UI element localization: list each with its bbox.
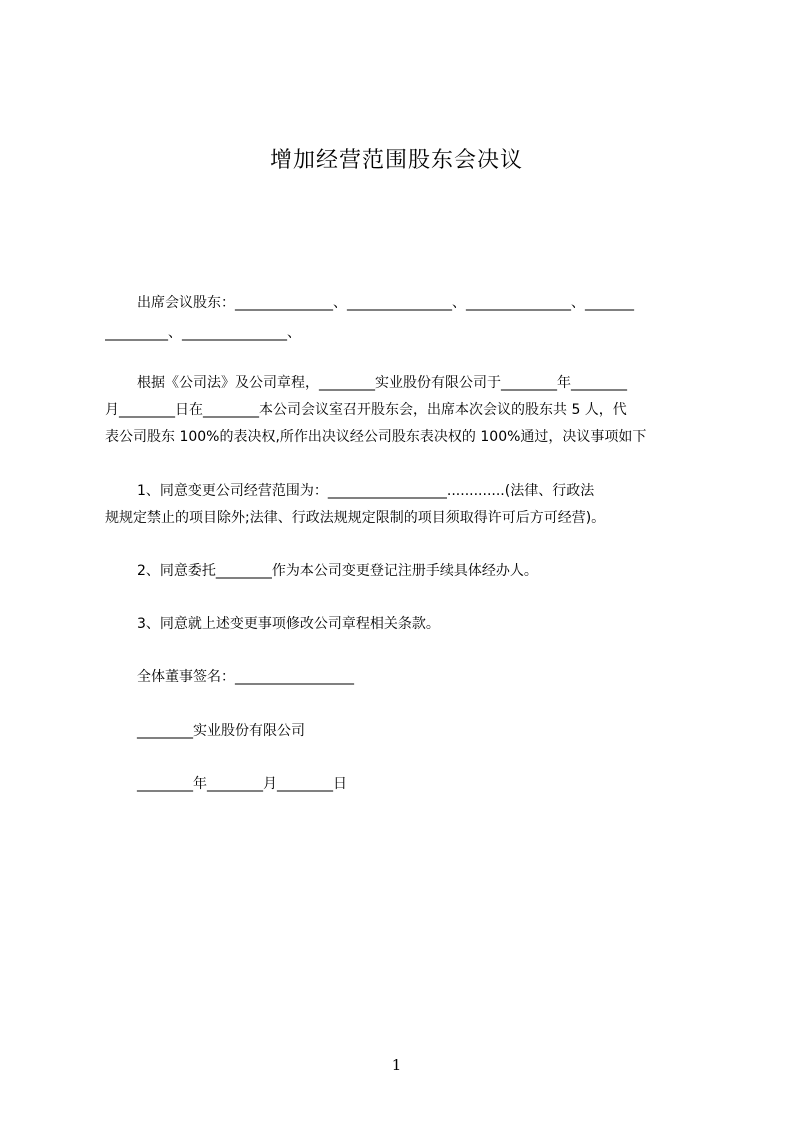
director-signature-line: 全体董事签名：_________________: [137, 669, 354, 685]
document-title: 增加经营范围股东会决议: [269, 148, 523, 173]
attendees-line-1: 出席会议股东：______________、_______________、_______________、_______: [137, 295, 634, 311]
resolution-paragraph-line-1: 根据《公司法》及公司章程，________实业股份有限公司于________年________: [137, 375, 627, 391]
date-line: ________年________月________日: [137, 776, 347, 792]
attendees-line-2: _________、_______________、: [105, 325, 301, 341]
company-name-line: ________实业股份有限公司: [137, 723, 305, 739]
resolution-item-1-line-2: 规规定禁止的项目除外;法律、行政法规规定限制的项目须取得许可后方可经营)。: [105, 510, 606, 526]
resolution-item-2: 2、同意委托________作为本公司变更登记注册手续具体经办人。: [137, 563, 538, 579]
page-number: 1: [391, 1056, 402, 1074]
resolution-paragraph-line-2: 月________日在________本公司会议室召开股东会，出席本次会议的股东共 5 人，代: [105, 402, 627, 418]
resolution-item-1-line-1: 1、同意变更公司经营范围为：_________________.............(法律、行政法: [137, 483, 595, 499]
resolution-item-3: 3、同意就上述变更事项修改公司章程相关条款。: [137, 616, 440, 632]
resolution-paragraph-line-3: 表公司股东 100%的表决权,所作出决议经公司股东表决权的 100%通过，决议事项如下: [105, 429, 647, 445]
